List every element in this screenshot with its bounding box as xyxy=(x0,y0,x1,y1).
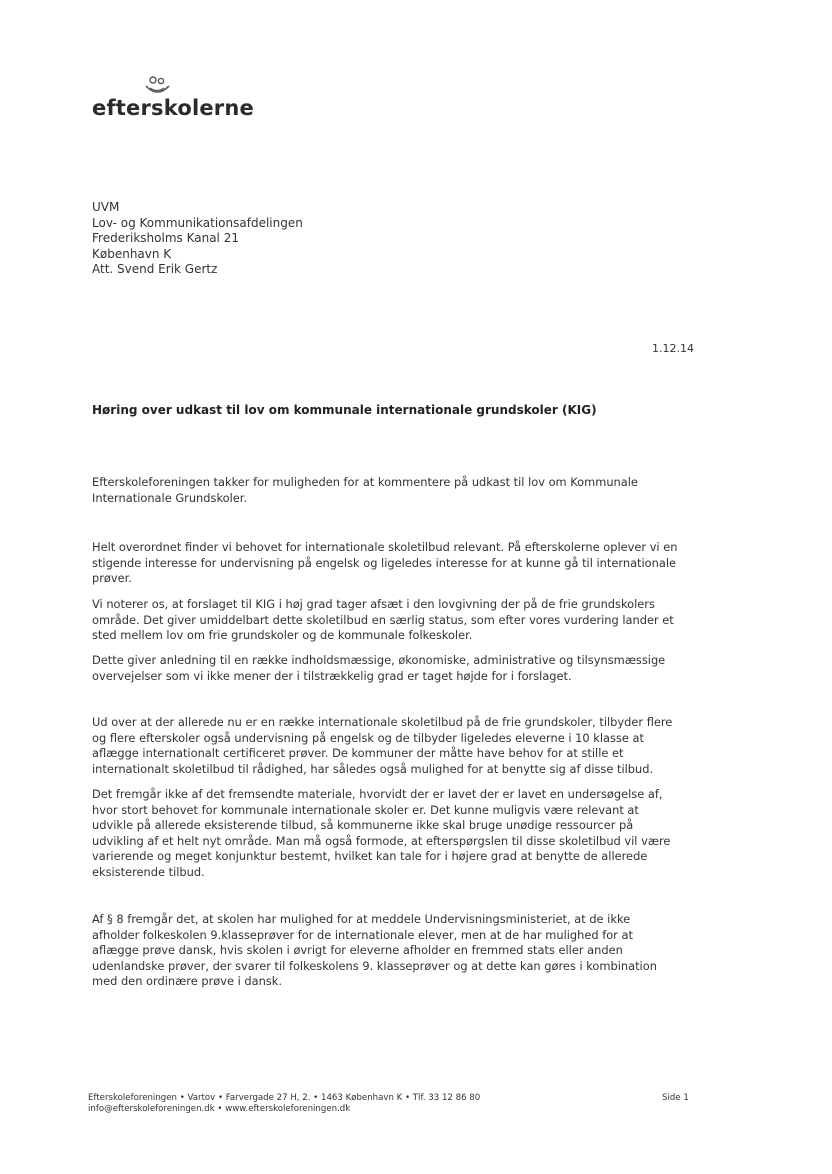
address-line: Frederiksholms Kanal 21 xyxy=(92,231,239,245)
text-line: Dette giver anledning til en række indholdsmæssige, økonomiske, administrative og tilsynsmæssige xyxy=(92,653,666,667)
paragraph xyxy=(92,475,700,506)
letter-subject: Høring over udkast til lov om kommunale internationale grundskoler (KIG) xyxy=(92,403,597,417)
page-number: Side 1 xyxy=(662,1093,689,1103)
logo-text: efterskolerne xyxy=(92,96,254,120)
paragraph xyxy=(92,715,700,777)
footer-web: info@efterskoleforeningen.dk • www.efterskoleforeningen.dk xyxy=(88,1104,351,1114)
paragraph xyxy=(92,597,700,644)
address-line: Lov- og Kommunikationsafdelingen xyxy=(92,215,303,230)
paragraph xyxy=(92,912,700,990)
text-line: Helt overordnet finder vi behovet for internationale skoletilbud relevant. På efterskolerne oplever vi en xyxy=(92,540,678,554)
text-line: overvejelser som vi ikke mener der i tilstrækkelig grad er taget højde for i forslaget. xyxy=(92,668,572,683)
text-line: aflægge prøve dansk, hvis skolen i øvrigt for eleverne afholder en fremmed stats eller anden xyxy=(92,943,623,958)
text-line: stigende interesse for undervisning på engelsk og ligeledes interesse for at kunne gå til internationale xyxy=(92,555,677,570)
text-line: Internationale Grundskoler. xyxy=(92,490,248,505)
text-line: prøver. xyxy=(92,571,132,586)
address-line: København K xyxy=(92,246,172,261)
address-line: UVM xyxy=(92,200,120,214)
text-line: med den ordinære prøve i dansk. xyxy=(92,974,282,989)
paragraph xyxy=(92,540,700,587)
text-line: udenlandske prøver, der svarer til folkeskolens 9. klasseprøver og at dette kan gøres i kombination xyxy=(92,958,657,973)
text-line: Efterskoleforeningen takker for muligheden for at kommentere på udkast til lov om Kommunale xyxy=(92,475,638,489)
text-line: eksisterende tilbud. xyxy=(92,864,205,879)
text-line: område. Det giver umiddelbart dette skoletilbud en særlig status, som efter vores vurdering lander et xyxy=(92,612,674,627)
text-line: afholder folkeskolen 9.klasseprøver for de internationale elever, men at de har mulighed for at xyxy=(92,927,633,942)
text-line: internationalt skoletilbud til rådighed, har således også mulighed for at benytte sig af disse tilbud. xyxy=(92,761,654,776)
text-line: og flere efterskoler også undervisning på engelsk og de tilbyder ligeledes eleverne i 10 klasse at xyxy=(92,730,644,745)
recipient-address xyxy=(92,200,303,278)
text-line: Ud over at der allerede nu er en række internationale skoletilbud på de frie grundskoler, tilbyder flere xyxy=(92,715,673,729)
text-line: varierende og meget konjunktur bestemt, hvilket kan tale for i højere grad at benytte de allerede xyxy=(92,849,648,864)
text-line: sted mellem lov om frie grundskoler og de kommunale folkeskoler. xyxy=(92,628,473,643)
text-line: Af § 8 fremgår det, at skolen har mulighed for at meddele Undervisningsministeriet, at de ikke xyxy=(92,912,631,926)
footer-contact xyxy=(88,1093,480,1115)
text-line: Vi noterer os, at forslaget til KIG i høj grad tager afsæt i den lovgivning der på de frie grundskolers xyxy=(92,597,655,611)
logo xyxy=(92,74,262,124)
text-line: hvor stort behovet for kommunale internationale skoler er. Det kunne muligvis være relevant at xyxy=(92,802,639,817)
paragraph xyxy=(92,653,700,684)
footer-address: Efterskoleforeningen • Vartov • Farvergade 27 H, 2. • 1463 København K • Tlf. 33 12 86 80 xyxy=(88,1093,481,1103)
address-line: Att. Svend Erik Gertz xyxy=(92,262,218,276)
text-line: udvikle på allerede eksisterende tilbud, så kommunerne ikke skal bruge unødige ressourcer på xyxy=(92,818,634,833)
text-line: Det fremgår ikke af det fremsendte materiale, hvorvidt der er lavet der er lavet en undersøgelse af, xyxy=(92,787,663,801)
paragraph xyxy=(92,787,700,881)
text-line: udvikling af et helt nyt område. Man må også formode, at efterspørgslen til disse skoletilbud vil være xyxy=(92,833,671,848)
text-line: aflægge internationalt certificeret prøver. De kommuner der måtte have behov for at stille et xyxy=(92,746,624,761)
letter-date: 1.12.14 xyxy=(652,342,694,355)
